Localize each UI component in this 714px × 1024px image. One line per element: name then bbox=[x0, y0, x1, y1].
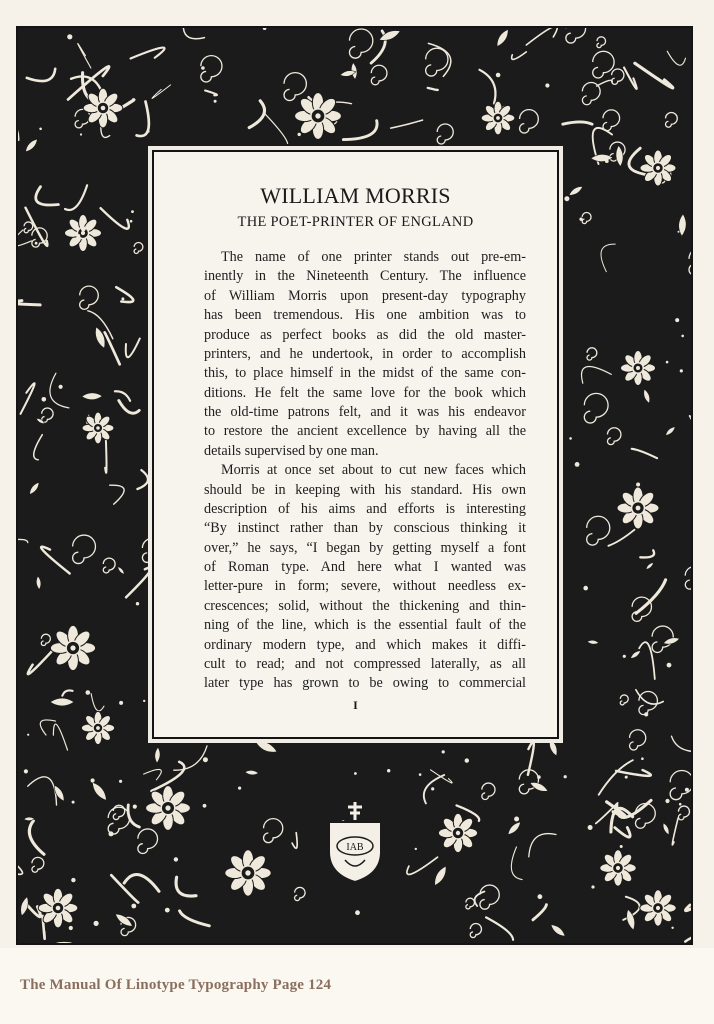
text-line: description of his aims and efforts is interesting bbox=[204, 500, 526, 517]
text-line: “By instinct rather than by conscious thinking it bbox=[204, 520, 526, 537]
text-line: of Roman type. And here what I wanted was bbox=[204, 559, 526, 575]
text-line: The name of one printer stands out pre-em- bbox=[221, 249, 526, 265]
text-line: this, to place himself in the midst of the same con- bbox=[204, 365, 526, 382]
text-line: Morris at once set about to cut new faces which bbox=[221, 462, 526, 479]
text-line: ning of the line, which is the essential fault of the bbox=[204, 617, 526, 634]
text-line: later type has grown to be owing to commercial bbox=[204, 675, 526, 692]
text-line: of William Morris upon present-day typography bbox=[204, 287, 526, 304]
printer-crest-shield bbox=[323, 800, 387, 884]
page-subtitle: THE POET-PRINTER OF ENGLAND bbox=[237, 214, 474, 230]
text-line: should be in keeping with his standard. His own bbox=[204, 481, 526, 498]
text-line: produce as perfect books as did the old master- bbox=[204, 326, 526, 343]
text-line: ditions. He felt the same love for the book which bbox=[204, 384, 526, 401]
text-line: the old-time patrons felt, and it was his endeavor bbox=[204, 404, 526, 420]
body-text bbox=[204, 248, 526, 694]
text-line: printers, and he undertook, in order to accomplish bbox=[204, 345, 526, 362]
text-line: inently in the Nineteenth Century. The influence bbox=[204, 268, 526, 285]
text-line: letter-pure in form; severe, without needless ex- bbox=[204, 578, 526, 595]
text-line: over,” he says, “I began by getting myself a font bbox=[204, 539, 526, 556]
text-line: has been tremendous. His one ambition was to bbox=[204, 307, 526, 324]
text-line: cult to read; and not compressed laterally, as all bbox=[204, 655, 526, 672]
text-line: details supervised by one man. bbox=[204, 442, 379, 459]
footer-strip bbox=[0, 948, 714, 1024]
page-number: I bbox=[353, 698, 358, 712]
text-line: ordinary modern type, and which makes it diffi- bbox=[204, 636, 526, 653]
crest-monogram: IAB bbox=[346, 842, 364, 853]
text-line: to restore the ancient excellence by having all the bbox=[204, 423, 526, 440]
text-panel bbox=[152, 150, 559, 739]
page-title: WILLIAM MORRIS bbox=[260, 183, 451, 208]
footer-caption: The Manual Of Linotype Typography Page 124 bbox=[20, 977, 332, 993]
text-line: crescences; solid, without the thickening and thin- bbox=[204, 597, 526, 614]
